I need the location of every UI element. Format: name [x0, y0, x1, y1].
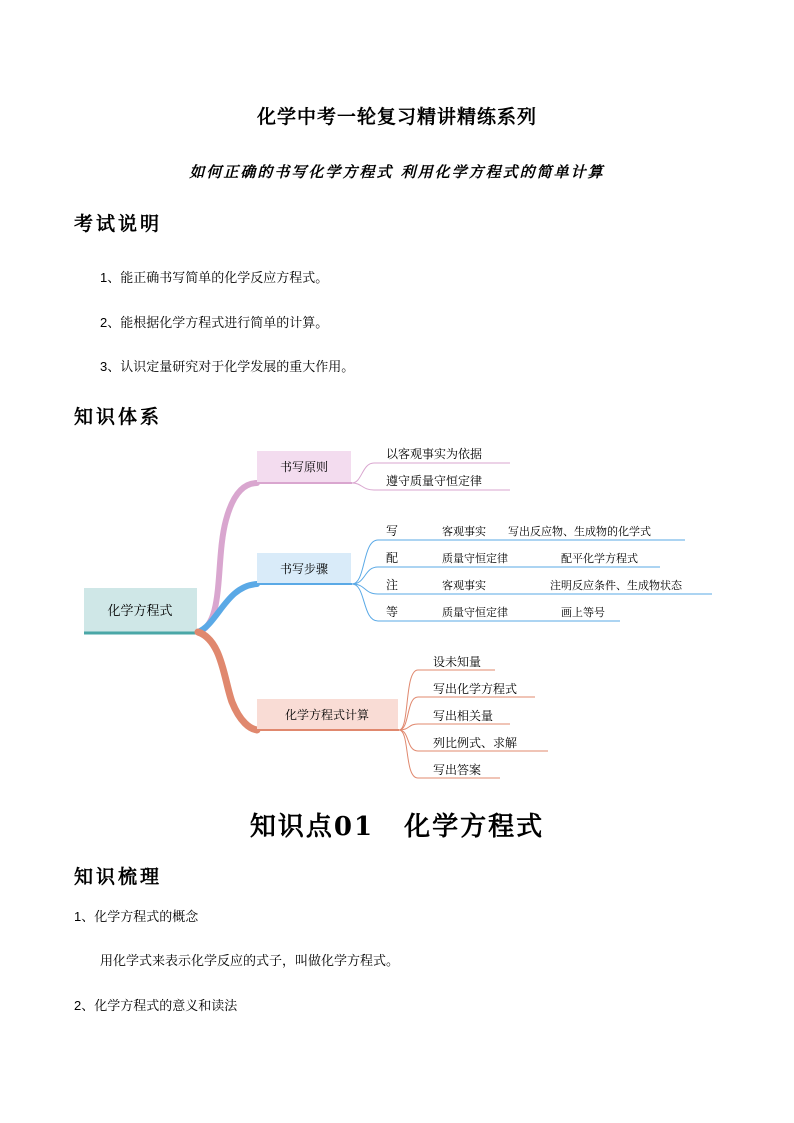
steps-row-3-basis: 客观事实: [442, 579, 486, 592]
document-title: 化学中考一轮复习精讲精练系列: [256, 106, 537, 128]
steps-row-4-basis: 质量守恒定律: [442, 606, 508, 619]
knowledge-point-label: 知识点01: [249, 812, 375, 842]
knowledge-system-heading: 知识体系: [74, 406, 163, 428]
steps-row-3-key: 注: [386, 578, 399, 592]
review-item-1-text: 用化学式来表示化学反应的式子，叫做化学方程式。: [100, 953, 400, 968]
steps-row-1-detail: 写出反应物、生成物的化学式: [508, 525, 651, 538]
calc-leaf-3: 写出相关量: [433, 709, 494, 723]
branch-connector-calculation: [198, 632, 257, 730]
calc-leaf-1: 设未知量: [433, 655, 482, 669]
steps-row-1-basis: 客观事实: [442, 525, 486, 538]
principles-leaf-2: 遵守质量守恒定律: [386, 474, 483, 488]
principles-leaf-1: 以客观事实为依据: [386, 447, 483, 461]
steps-row-2-basis: 质量守恒定律: [442, 552, 508, 565]
calc-leaf-4: 列比例式、求解: [433, 736, 518, 750]
branch-label-steps: 书写步骤: [279, 562, 329, 576]
steps-row-1-key: 写: [386, 524, 399, 538]
calc-leaf-2: 写出化学方程式: [433, 682, 518, 696]
review-item-2-title: 2、化学方程式的意义和读法: [74, 998, 238, 1013]
exam-item-1: 1、能正确书写简单的化学反应方程式。: [100, 270, 329, 285]
steps-row-4-detail: 画上等号: [561, 606, 605, 619]
review-item-1-title: 1、化学方程式的概念: [74, 909, 199, 924]
exam-section-heading: 考试说明: [74, 213, 163, 235]
steps-row-4-key: 等: [386, 605, 399, 619]
branch-label-calculation: 化学方程式计算: [284, 708, 370, 722]
document-subtitle: 如何正确的书写化学方程式 利用化学方程式的简单计算: [189, 163, 605, 181]
exam-item-2: 2、能根据化学方程式进行简单的计算。: [100, 315, 329, 330]
calc-leaf-line-3: [399, 724, 510, 730]
knowledge-point-title: [0, 806, 794, 843]
branch-label-principles: 书写原则: [279, 460, 329, 474]
steps-row-3-detail: 注明反应条件、生成物状态: [550, 579, 682, 592]
steps-row-2-key: 配: [386, 551, 399, 565]
exam-item-3: 3、认识定量研究对于化学发展的重大作用。: [100, 359, 355, 374]
branch-connector-principles: [198, 483, 257, 632]
mind-map-root-label: 化学方程式: [107, 604, 173, 619]
branch-connector-steps: [198, 584, 257, 632]
steps-row-2-detail: 配平化学方程式: [561, 552, 638, 565]
calc-leaf-5: 写出答案: [433, 763, 482, 777]
knowledge-point-name: 化学方程式: [404, 812, 545, 842]
review-section-heading: 知识梳理: [74, 866, 163, 888]
